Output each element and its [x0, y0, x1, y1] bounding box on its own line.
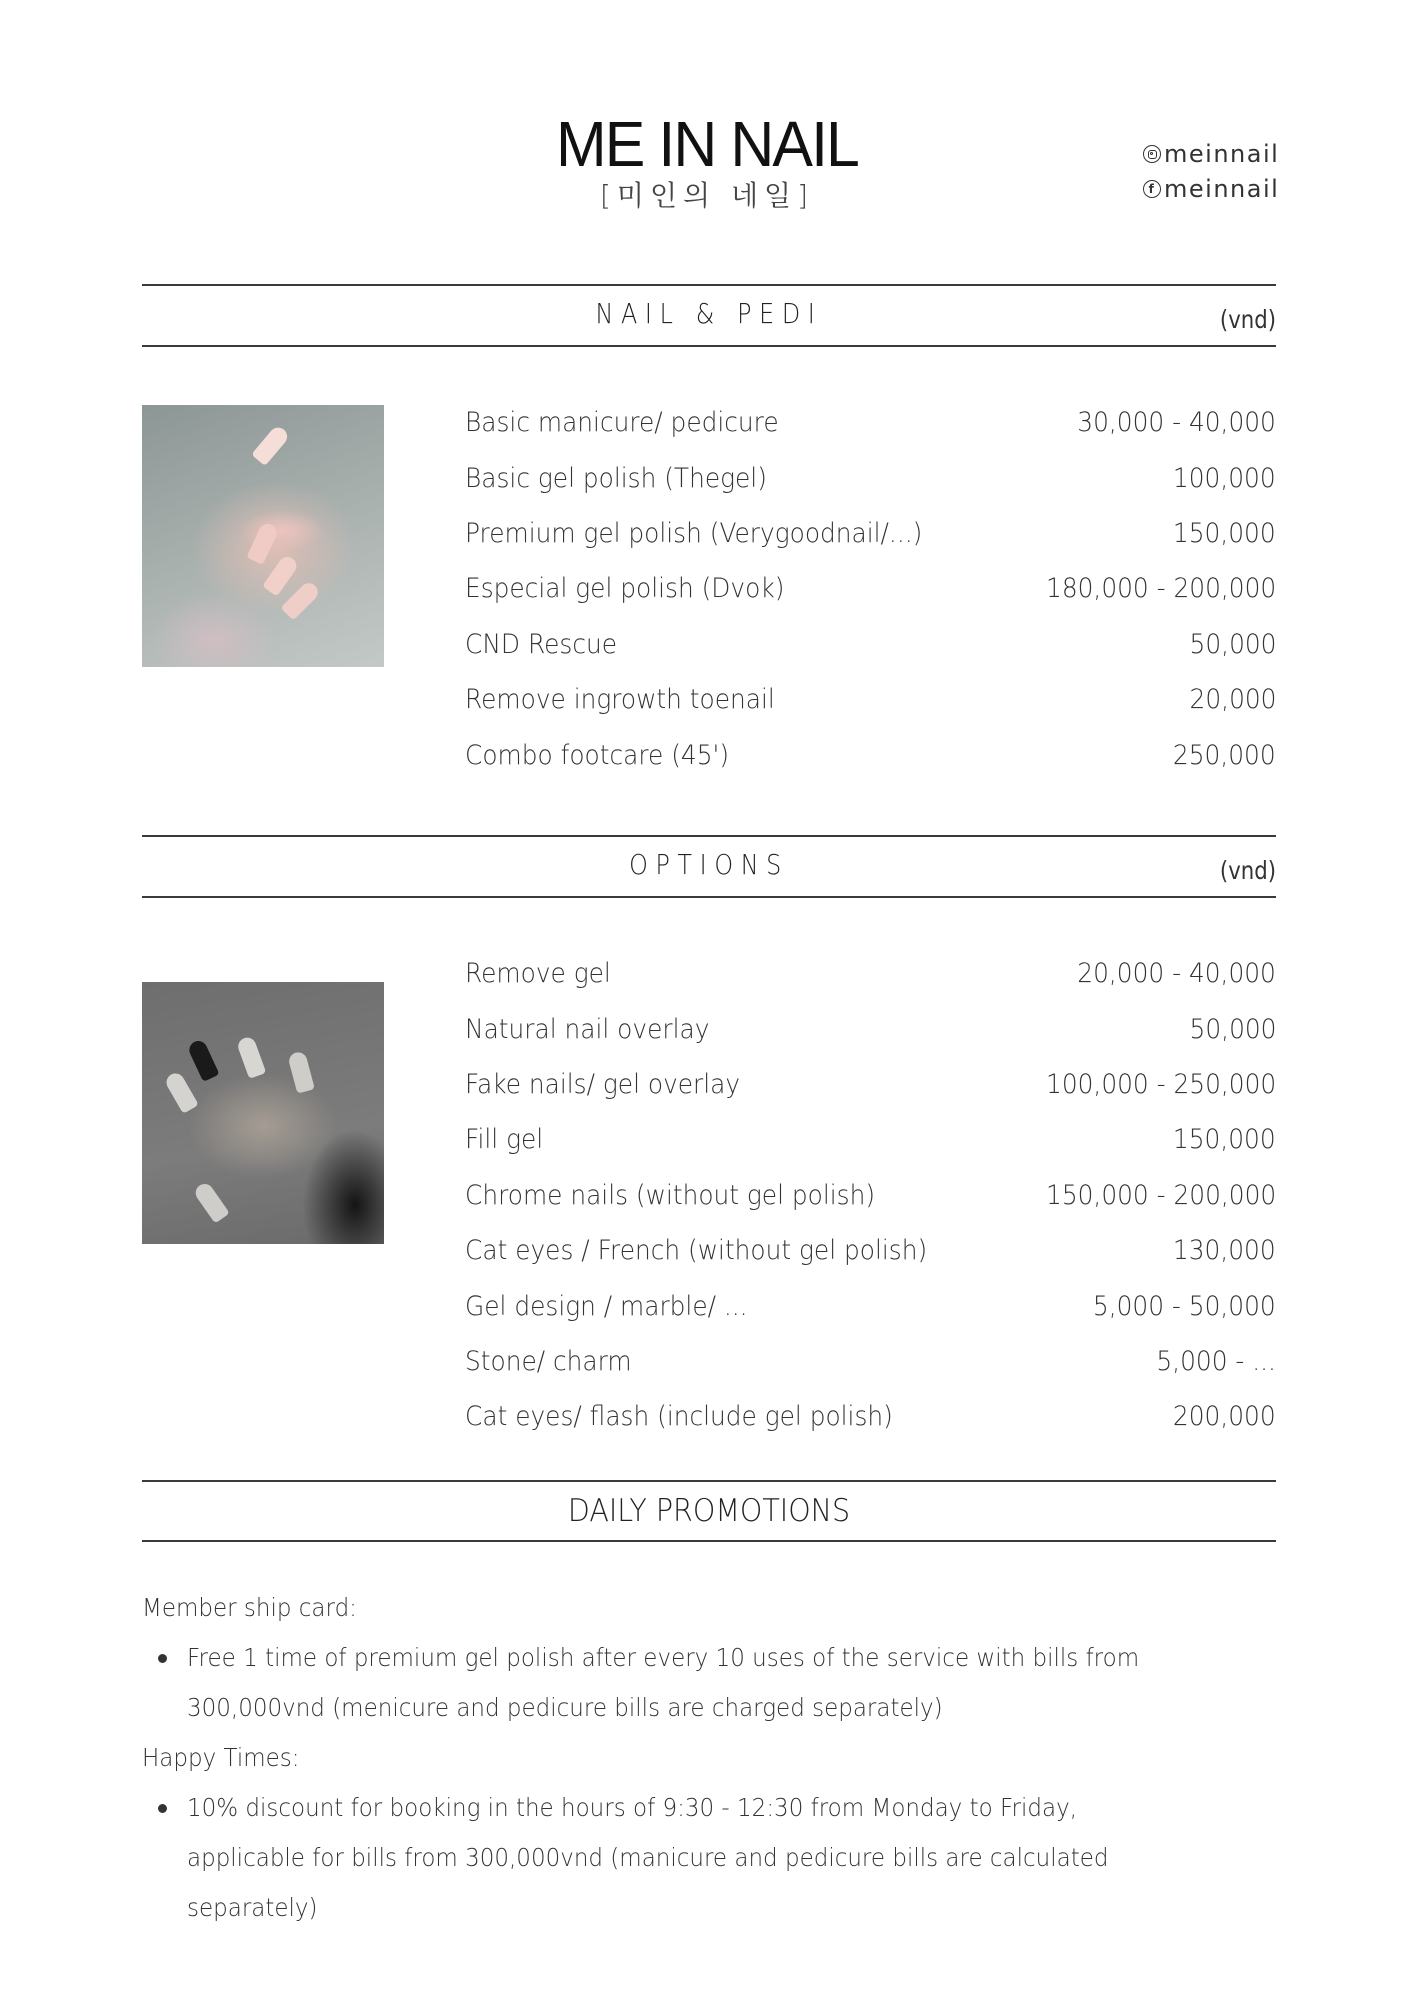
divider: [142, 345, 1276, 347]
service-name: Especial gel polish (Dvok): [465, 573, 785, 605]
service-name: Combo footcare (45'): [465, 739, 730, 771]
price-row: [465, 946, 1276, 1001]
option-name: Natural nail overlay: [465, 1013, 710, 1045]
promotions-body: [142, 1583, 1276, 1933]
option-name: Fill gel: [465, 1124, 544, 1156]
service-name: Remove ingrowth toenail: [465, 684, 775, 716]
service-price: 250,000: [1173, 739, 1276, 771]
price-row: [465, 1001, 1276, 1056]
price-row: [465, 450, 1276, 505]
service-price: 180,000 - 200,000: [1045, 573, 1276, 605]
price-row: [465, 395, 1276, 450]
price-row: [465, 1168, 1276, 1223]
facebook-icon: f: [1143, 180, 1161, 198]
divider: [142, 284, 1276, 286]
option-price: 50,000: [1189, 1013, 1276, 1045]
service-name: Basic manicure/ pedicure: [465, 407, 779, 439]
promo-bullet-membership: [142, 1633, 1276, 1733]
option-name: Gel design / marble/ ...: [465, 1290, 748, 1322]
currency-unit: (vnd): [1219, 305, 1276, 334]
promo-text-line: applicable for bills from 300,000vnd (manicure and pedicure bills are calculated: [187, 1843, 1109, 1872]
brand-title: ME IN NAIL: [556, 108, 858, 180]
black-white-nails-photo: [142, 982, 384, 1244]
bullet-icon: [158, 1654, 167, 1663]
service-name: CND Rescue: [465, 628, 618, 660]
price-row: [465, 672, 1276, 727]
service-price: 100,000: [1173, 462, 1276, 494]
section-title-options: OPTIONS: [629, 848, 789, 881]
price-row: [465, 1278, 1276, 1333]
option-name: Cat eyes / French (without gel polish): [465, 1235, 928, 1267]
currency-unit: (vnd): [1219, 856, 1276, 885]
price-row: [465, 1334, 1276, 1389]
options-price-list: [465, 946, 1276, 1445]
price-row: [465, 617, 1276, 672]
service-name: Premium gel polish (Verygoodnail/...): [465, 517, 923, 549]
instagram-handle[interactable]: [1143, 139, 1279, 169]
promo-text-line: 300,000vnd (menicure and pedicure bills are charged separately): [187, 1693, 943, 1722]
divider: [142, 835, 1276, 837]
service-price: 150,000: [1173, 517, 1276, 549]
promo-text-line: separately): [187, 1893, 318, 1922]
promo-text-line: 10% discount for booking in the hours of 9:30 - 12:30 from Monday to Friday,: [187, 1793, 1078, 1822]
option-price: 20,000 - 40,000: [1077, 958, 1276, 990]
facebook-handle-text: meinnail: [1164, 175, 1280, 203]
service-price: 50,000: [1189, 628, 1276, 660]
divider: [142, 1540, 1276, 1542]
instagram-handle-text: meinnail: [1164, 140, 1280, 168]
promo-label-membership: Member ship card:: [142, 1593, 357, 1622]
service-price: 20,000: [1189, 684, 1276, 716]
promo-label-happy-times: Happy Times:: [142, 1743, 300, 1772]
divider: [142, 1480, 1276, 1482]
option-name: Chrome nails (without gel polish): [465, 1179, 876, 1211]
option-name: Cat eyes/ flash (include gel polish): [465, 1401, 893, 1433]
option-price: 5,000 - ...: [1156, 1345, 1276, 1377]
promo-bullet-happy-times: [142, 1783, 1276, 1933]
section-title-promotions: DAILY PROMOTIONS: [567, 1493, 851, 1529]
price-row: [465, 506, 1276, 561]
nail-pedi-price-list: [465, 395, 1276, 783]
price-row: [465, 561, 1276, 616]
option-name: Remove gel: [465, 958, 611, 990]
divider: [142, 896, 1276, 898]
option-price: 100,000 - 250,000: [1045, 1068, 1276, 1100]
option-price: 200,000: [1173, 1401, 1276, 1433]
price-row: [465, 1389, 1276, 1444]
price-row: [465, 1223, 1276, 1278]
option-price: 130,000: [1173, 1235, 1276, 1267]
price-row: [465, 1112, 1276, 1167]
facebook-handle[interactable]: [1143, 174, 1279, 204]
service-price: 30,000 - 40,000: [1077, 407, 1276, 439]
option-price: 150,000: [1173, 1124, 1276, 1156]
option-name: Stone/ charm: [465, 1345, 632, 1377]
promo-text-line: Free 1 time of premium gel polish after every 10 uses of the service with bills from: [187, 1643, 1140, 1672]
price-row: [465, 727, 1276, 782]
nude-nails-photo: [142, 405, 384, 667]
price-row: [465, 1057, 1276, 1112]
option-price: 5,000 - 50,000: [1093, 1290, 1276, 1322]
bullet-icon: [158, 1804, 167, 1813]
brand-subtitle-korean: [미인의 네일]: [600, 179, 814, 212]
section-title-nail-pedi: NAIL & PEDI: [595, 297, 823, 330]
instagram-icon: [1143, 145, 1161, 163]
option-name: Fake nails/ gel overlay: [465, 1068, 741, 1100]
option-price: 150,000 - 200,000: [1045, 1179, 1276, 1211]
service-name: Basic gel polish (Thegel): [465, 462, 767, 494]
